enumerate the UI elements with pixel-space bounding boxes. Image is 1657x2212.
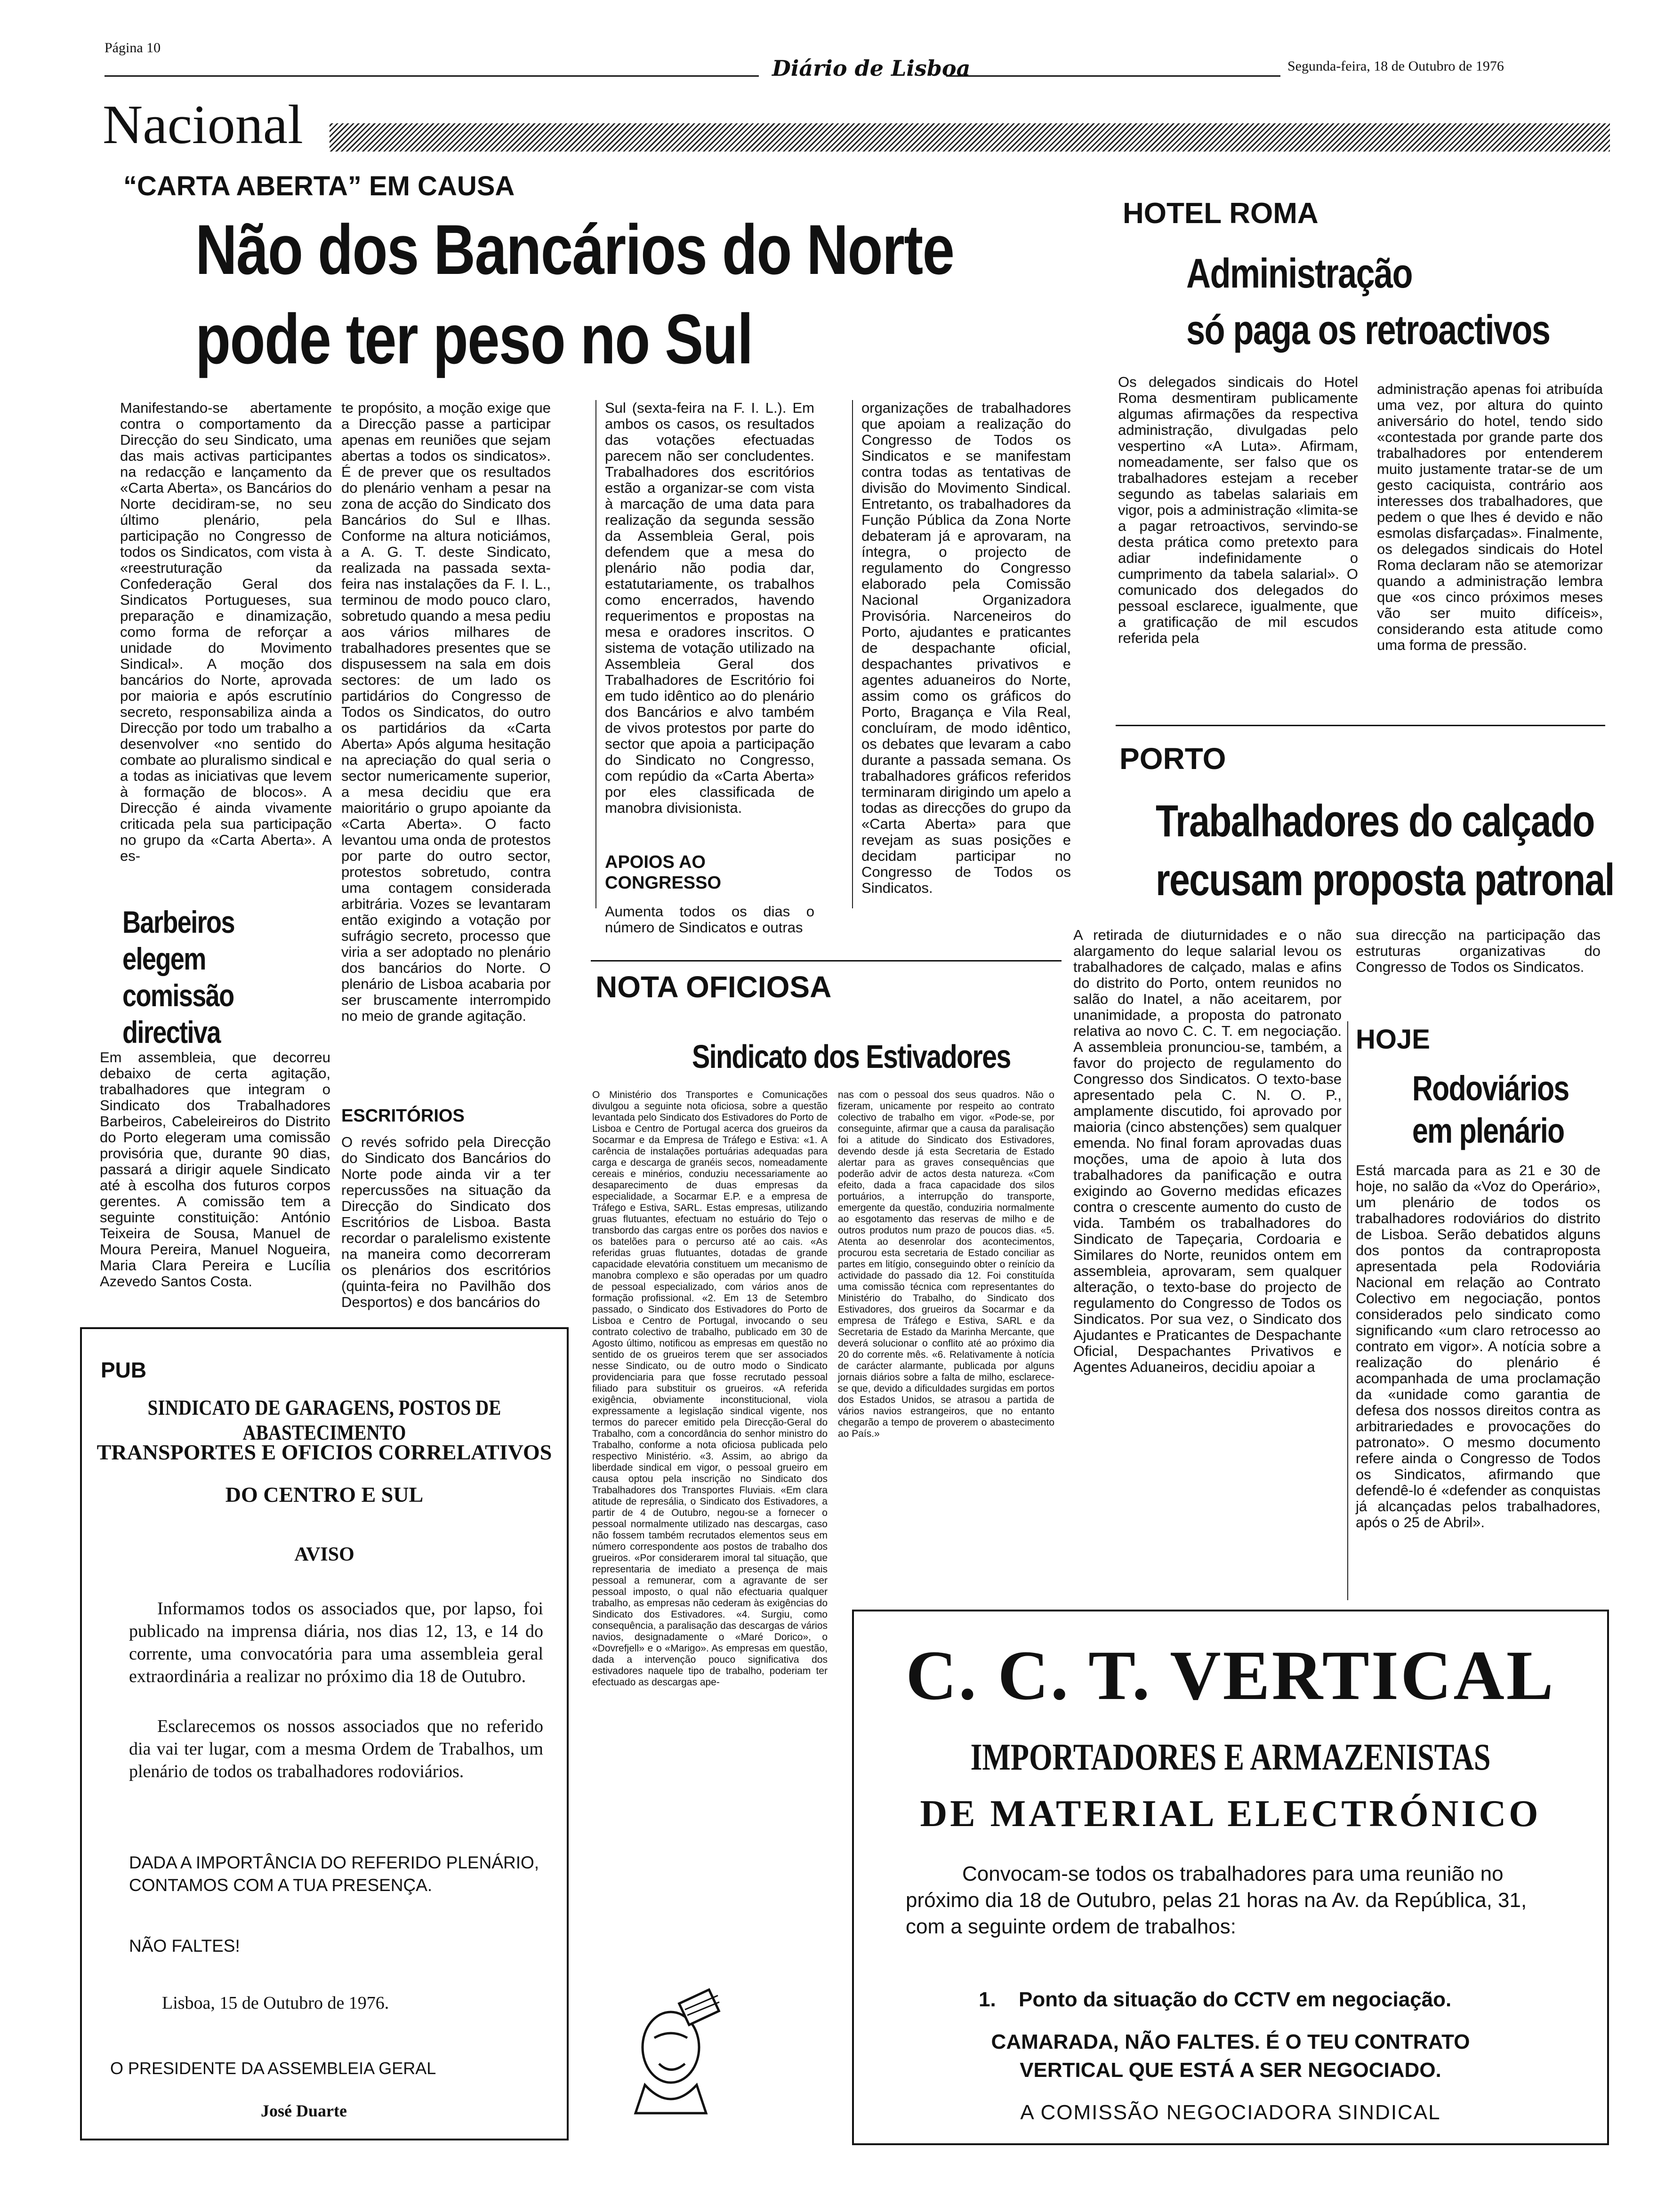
hoje-body: Está marcada para as 21 e 30 de hoje, no salão da «Voz do Operário», um plenário de todos os trabalhadores rodoviários do distrito de Lisboa. Serão debatidos alguns dos pontos da contraproposta apresentada pela Rodoviária Nacional em relação ao Contrato Colectivo em negociação, pontos considerados pelo sindicato como significando «um claro retrocesso ao contrato em vigor». A notícia sobre a realização do plenário é acompanhada de uma proclamação da «unidade como garantia de defesa dos nossos direitos contra as arbitrariedades e provocações do patronato». O mesmo documento refere ainda o Congresso de Todos os Sindicatos, afirmando que defendê-lo é «defender as conquistas já alcançadas pelos trabalhadores, após o 25 de Abril». [1356, 1162, 1601, 1531]
lead-headline-line-2: pode ter peso no Sul [195, 299, 753, 378]
nota-column-2: nas com o pessoal dos seus quadros. Não o fizeram, unicamente por respeito ao contrato colectivo de trabalho em vigor. «Pode-se, por conseguinte, afirmar que a causa da paralisação foi a atitude do Sindicato dos Estivadores, devendo desde já esta Secretaria de Estado alertar para as graves consequências que poderão advir de actos desta natureza. «Com efeito, dada a fraca capacidade dos silos portuários, a interrupção do transporte, emergente da questão, conduziria normalmente ao esgotamento das reservas de milho e de outros produtos num prazo de poucos dias. «5. Atenta ao desenrolar dos acontecimentos, procurou esta secretaria de Estado conciliar as partes em litígio, conseguindo obter o reinício da actividade do passado dia 12. Foi constituída uma comissão técnica com representantes do Ministério do Trabalho, do Sindicato dos Estivadores, dos grueiros da Socarmar e da empresa de Tráfego e Estiva, SARL e da Secretaria de Estado da Marinha Mercante, que deverá solucionar o conflito até ao próximo dia 20 do corrente mês. «6. Relativamente à notícia de carácter alarmante, publicada por alguns jornais diários sobre a falta de milho, esclarece-se que, devido a dificuldades surgidas em portos dos Estados Unidos, se atrasou a partida de vários navios estrangeiros, que no entanto chegarão a tempo de proverem o abastecimento ao País.» [838, 1090, 1054, 1439]
pub-org-line-2: TRANSPORTES E OFICIOS CORRELATIVOS [97, 1440, 552, 1464]
hoje-headline-line-2: em plenário [1412, 1111, 1564, 1150]
pub-place-date: Lisboa, 15 de Outubro de 1976. [162, 1993, 389, 2013]
nota-column-1: O Ministério dos Transportes e Comunicações divulgou a seguinte nota oficiosa, sobre a questão levantada pelo Sindicato dos Estivadores do Porto de Lisboa e Centro de Portugal acerca dos grueiros da Socarmar e da Empresa de Tráfego e Estiva: «1. A carência de instalações portuárias adequadas para carga e descarga de granéis secos, nomeadamente cereais e minérios, conduziu necessariamente ao desaparecimento de duas empresas da especialidade, a Socarmar E.P. e a empresa de Tráfego e Estiva, SARL. Estas empresas, utilizando gruas flutuantes, efectuam no estuário do Tejo o transbordo das cargas entre os porões dos navios e os batelões para o percurso até ao cais. «As referidas gruas flutuantes, dotadas de grande capacidade elevatória constituem um mecanismo de manobra complexo e são operadas por um quadro de pessoal especializado, com vários anos de formação profissional. «2. Em 13 de Setembro passado, o Sindicato dos Estivadores do Porto de Lisboa e Centro de Portugal, invocando o seu contrato colectivo de trabalho, publicado em 30 de Agosto último, notificou as empresas em questão no sentido de os grueiros terem que ser associados nesse Sindicato, ou de outro modo o Sindicato providenciaria para que fosse recrutado pessoal filiado para substituir os grueiros. «A referida exigência, obviamente inconstitucional, viola expressamente a legislação sindical vigente, nos termos do parecer emitido pela Direcção-Geral do Trabalho, com a concordância do senhor ministro do Trabalho, conforme a nota oficiosa publicada pelo respectivo Ministério. «3. Assim, ao abrigo da liberdade sindical em vigor, o pessoal grueiro em causa optou pela inscrição no Sindicato dos Trabalhadores dos Transportes Fluviais. «Em clara atitude de represália, o Sindicato dos Estivadores, a partir de 4 de Outubro, negou-se a fornecer o pessoal normalmente utilizado nas descargas, caso não fossem também recrutados elementos seus em número correspondente aos postos de trabalho dos grueiros. «Por considerarem imoral tal situação, que representaria de imediato a presença de mais pessoal a remunerar, com a agravante de ser pessoal imposto, o qual não efectuaria qualquer trabalho, as empresas não cederam às exigências do Sindicato dos Estivadores. «4. Surgiu, como consequência, a paralisação das descargas de vários navios, designadamente o «Maré Dorico», o «Dovrefjell» e o «Marigo». As empresas em questão, dada a intervenção pouco significativa dos estivadores naquele tipo de trabalho, poderiam ter efectuado as descargas ape- [592, 1090, 828, 1688]
pub-paragraph-4: NÃO FALTES! [129, 1936, 240, 1956]
hotel-kicker: HOTEL ROMA [1123, 197, 1319, 230]
cct-paragraph: Convocam-se todos os trabalhadores para uma reunião no próximo dia 18 de Outubro, pelas 21 horas na Av. da República, 31, com a seguinte ordem de trabalhos: [906, 1862, 1527, 1938]
pub-paragraph-1: Informamos todos os associados que, por lapso, foi publicado na imprensa diária, nos dias 12, 13, e 14 do corrente, uma convocatória para uma assembleia geral extraordinária a realizar no próximo dia 18 de Outubro. [129, 1599, 543, 1686]
hotel-bottom-rule [1116, 725, 1605, 726]
nota-kicker: NOTA OFICIOSA [595, 970, 832, 1004]
lead-column-4: organizações de trabalhadores que apoiam a realização do Congresso de Todos os Sindicatos e se manifestam contra todas as tentativas de divisão do Movimento Sindical. Entretanto, os trabalhadores da Função Pública da Zona Norte debateram já e aprovaram, na íntegra, o projecto de regulamento do Congresso elaborado pela Comissão Nacional Organizadora Provisória. Narceneiros do Porto, ajudantes e praticantes de despachante oficial, despachantes privativos e agentes aduaneiros do Norte, assim como os gráficos do Porto, Bragança e Vila Real, concluíram, de modo idêntico, os debates que levaram a cabo durante a passada semana. Os trabalhadores gráficos referidos terminaram dirigindo um apelo a todas as direcções do grupo da «Carta Aberta» para que revejam as suas posições e decidam participar no Congresso de Todos os Sindicatos. [861, 400, 1071, 896]
pub-paragraph-2: Esclarecemos os nossos associados que no referido dia vai ter lugar, com a mesma Ordem de Trabalhos, um plenário de todos os trabalhadores rodoviários. [129, 1716, 543, 1781]
pub-aviso-title: AVISO [294, 1544, 354, 1565]
cct-subtitle-1: IMPORTADORES E ARMAZENISTAS [970, 1737, 1491, 1778]
cct-agenda-item: Ponto da situação do CCTV em negociação. [1019, 1988, 1452, 2011]
lead-headline-line-1: Não dos Bancários do Norte [195, 210, 954, 289]
column-divider [1347, 1021, 1348, 1600]
porto-column-2: sua direcção na participação das estruturas organizativas do Congresso de Todos os Sindicatos. [1356, 927, 1601, 975]
lead-subhead-apoios: APOIOS AO CONGRESSO [605, 852, 722, 893]
nota-headline: Sindicato dos Estivadores [692, 1038, 1011, 1075]
lead-column-3: Sul (sexta-feira na F. I. L.). Em ambos os casos, os resultados das votações efectuadas parecem não ser concludentes. Trabalhadores dos escritórios estão a organizar-se com vista à marcação de uma data para realização da segunda sessão da Assembleia Geral, pois defendem que a mesa do plenário não podia dar, estatutariamente, os trabalhos como encerrados, havendo requerimentos e propostas na mesa e oradores inscritos. O sistema de votação utilizado na Assembleia Geral dos Trabalhadores de Escritório foi em tudo idêntico ao do plenário dos Bancários e alvo também de vivos protestos por parte do sector que apoia a participação do Sindicato no Congresso, com repúdio da «Carta Aberta» por eles classificada de manobra divisionista. [605, 400, 814, 816]
newspaper-name: Diário de Lisboa [772, 56, 971, 81]
lead-subhead-escritorios: ESCRITÓRIOS [341, 1106, 465, 1126]
cct-subtitle-2: DE MATERIAL ELECTRÓNICO [920, 1793, 1541, 1835]
porto-headline-line-2: recusam proposta patronal [1156, 855, 1614, 905]
porto-column-1: A retirada de diuturnidades e o não alargamento do leque salarial levou os trabalhadores de calçado, malas e afins do distrito do Porto, ontem reunidos no salão do Inatel, a não aceitarem, por unanimidade, a proposta do patronato relativa ao novo C. C. T. em negociação. A assembleia pronunciou-se, também, a favor do projecto de regulamento do Congresso dos Sindicatos. O texto-base apresentado pela C. N. O. P., amplamente discutido, foi aprovado por maioria (cinco abstenções) sem qualquer emenda. No final foram aprovadas duas moções, uma de apoio à luta dos trabalhadores da panificação e outra exigindo ao Governo medidas eficazes contra o crescente aumento do custo de vida. Também os trabalhadores do Sindicato de Tapeçaria, Cordoaria e Similares do Norte, reunidos ontem em assembleia, aprovaram, sem qualquer alteração, o texto-base do projecto de regulamento do Congresso de Todos os Sindicatos. Por sua vez, o Sindicato dos Ajudantes e Praticantes de Despachante Oficial, Despachantes Privativos e Agentes Aduaneiros, decidiu apoiar a [1073, 927, 1342, 1375]
section-hatch-bar [330, 123, 1610, 152]
pub-signature: José Duarte [261, 2101, 347, 2120]
column-divider [595, 400, 596, 908]
cct-signature: A COMISSÃO NEGOCIADORA SINDICAL [1020, 2101, 1441, 2124]
hoje-kicker: HOJE [1356, 1024, 1430, 1055]
page-number: Página 10 [105, 40, 161, 56]
masthead-rule-left [105, 75, 759, 77]
cct-title: C. C. T. VERTICAL [906, 1636, 1555, 1715]
pub-org-line-1: SINDICATO DE GARAGENS, POSTOS DE ABASTECIMENTO [147, 1395, 501, 1444]
masthead-rule-right [946, 75, 1280, 77]
cct-call-line-2: VERTICAL QUE ESTÁ A SER NEGOCIADO. [1020, 2059, 1441, 2082]
nota-top-rule [591, 960, 1062, 962]
lead-kicker: “CARTA ABERTA” EM CAUSA [123, 171, 515, 201]
lead-column-1: Manifestando-se abertamente contra o comportamento da Direcção do seu Sindicato, uma das mais activas participantes na redacção e lançamento da «Carta Aberta», os Bancários do Norte decidiram-se, no seu último plenário, pela participação no Congresso de todos os Sindicatos, com vista à «reestruturação da Confederação Geral dos Sindicatos Portugueses, sua preparação e dinamização, como forma de reforçar a unidade do Movimento Sindical». A moção dos bancários do Norte, aprovada por maioria e após escrutínio secreto, responsabiliza ainda a Direcção por todo um trabalho a desenvolver «no sentido do combate ao pluralismo sindical e a todas as iniciativas que levem à formação de blocos». A Direcção é ainda vivamente criticada pela sua participação no grupo da «Carta Aberta». A es- [120, 400, 332, 864]
lead-column-2: te propósito, a moção exige que a Direcção passe a participar apenas em reuniões que sejam abertas a todos os sindicatos». É de prever que os resultados do plenário venham a pesar na zona de acção do Sindicato dos Bancários do Sul e Ilhas. Conforme na altura noticiámos, a A. G. T. deste Sindicato, realizada na passada sexta-feira nas instalações da F. I. L., terminou de modo pouco claro, sobretudo quando a mesa pediu aos vários milhares de trabalhadores presentes que se dispusessem na sala em dois sectores: de um lado os partidários do Congresso de Todos os Sindicatos, do outro os partidários da «Carta Aberta» Após alguma hesitação na apreciação do qual seria o sector numericamente superior, a mesa decidiu que era maioritário o grupo apoiante da «Carta Aberta». O facto levantou uma onda de protestos por parte do outro sector, protestos sobretudo, contra uma contagem considerada arbitrária. Vozes se levantaram então exigindo a votação por sufrágio secreto, processo que viria a ser adoptado no plenário dos bancários do Norte. O plenário de Lisboa acabaria por ser bruscamente interrompido no meio de grande agitação. [341, 400, 551, 1024]
barbeiros-headline: Barbeiros elegem comissão directiva [122, 905, 234, 1050]
hotel-column-2: administração apenas foi atribuída uma vez, por altura do quinto aniversário do hotel, tendo sido «contestada por grande parte dos trabalhadores por entenderem muito justamente tratar-se de um gesto caciquista, contrário aos interesses dos trabalhadores, que pedem o que lhes é devido e não esmolas disfarçadas». Finalmente, os delegados sindicais do Hotel Roma declaram não se atemorizar quando a administração lembra que «os cinco próximos meses vão ser muito difíceis», considerando esta atitude como uma forma de pressão. [1377, 381, 1603, 653]
pub-org-line-3: DO CENTRO E SUL [225, 1483, 424, 1507]
barbeiros-body: Em assembleia, que decorreu debaixo de certa agitação, trabalhadores que integram o Sindicato dos Trabalhadores Barbeiros, Cabeleireiros do Distrito do Porto elegeram uma comissão provisória que, durante 90 dias, passará a dirigir aquele Sindicato até à escolha dos futuros corpos gerentes. A comissão tem a seguinte constituição: António Teixeira de Sousa, Manuel de Moura Pereira, Manuel Nogueira, Maria Clara Pereira e Lucília Azevedo Santos Costa. [100, 1049, 330, 1290]
cct-advertisement [852, 1610, 1609, 2145]
hotel-headline-line-2: só paga os retroactivos [1186, 306, 1550, 353]
cct-item-number: 1. [979, 1988, 996, 2011]
lead-column-2b: O revés sofrido pela Direcção do Sindicato dos Bancários do Norte pode ainda vir a ter repercussões na situação da Direcção do Sindicato dos Escritórios de Lisboa. Basta recordar o paralelismo existente na maneira como decorreram os plenários dos escritórios (quinta-feira no Pavilhão dos Desportos) e dos bancários do [341, 1134, 551, 1310]
pub-president: O PRESIDENTE DA ASSEMBLEIA GERAL [110, 2059, 436, 2078]
pub-label: PUB [101, 1358, 147, 1382]
lead-column-3b: Aumenta todos os dias o número de Sindicatos e outras [605, 903, 814, 936]
porto-kicker: PORTO [1119, 742, 1226, 776]
column-divider [852, 400, 853, 908]
porto-headline-line-1: Trabalhadores do calçado [1156, 796, 1594, 846]
hoje-headline-line-1: Rodoviários [1412, 1069, 1569, 1108]
pub-advertisement [80, 1327, 569, 2140]
issue-date: Segunda-feira, 18 de Outubro de 1976 [1287, 58, 1504, 74]
section-title: Nacional [103, 94, 303, 155]
hotel-column-1: Os delegados sindicais do Hotel Roma desmentiram publicamente algumas afirmações da respectiva administração, divulgadas pelo vespertino «A Luta». Afirmam, nomeadamente, ser falso que os trabalhadores estejam a receber segundo as tabelas salariais em vigor, pois a administração «limita-se a pagar retroactivos, servindo-se desta prática como pretexto para adiar indefinidamente o cumprimento da tabela salarial». O comunicado dos delegados do pessoal esclarece, igualmente, que a gratificação de mil escudos referida pela [1118, 374, 1358, 646]
cct-call-line-1: CAMARADA, NÃO FALTES. É O TEU CONTRATO [991, 2030, 1470, 2053]
hotel-headline-line-1: Administração [1186, 250, 1412, 297]
cartoon-illustration [626, 1977, 730, 2118]
pub-paragraph-3: DADA A IMPORTÂNCIA DO REFERIDO PLENÁRIO, CONTAMOS COM A TUA PRESENÇA. [129, 1853, 539, 1895]
